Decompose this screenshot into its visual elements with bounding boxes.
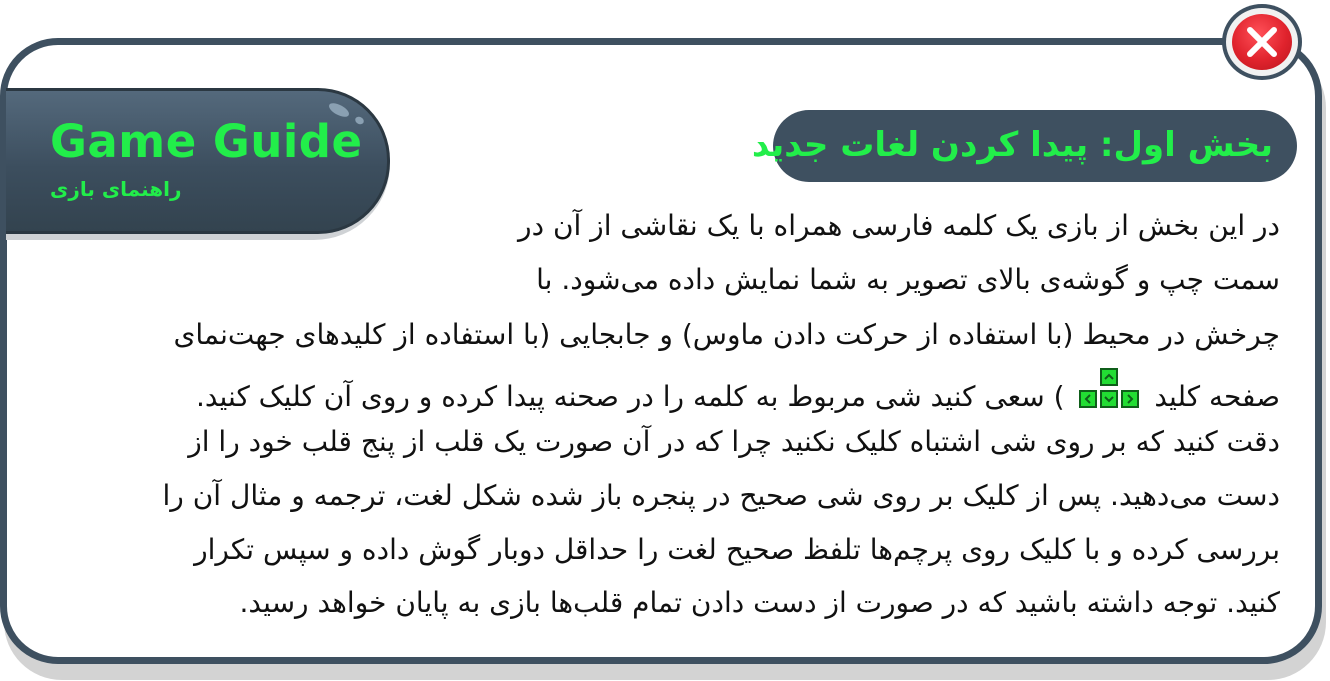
close-button-ring <box>1226 8 1298 76</box>
instruction-line-4-end: ) سعی کنید شی مربوط به کلمه را در صحنه پیدا کرده و روی آن کلیک کنید. <box>195 380 1065 413</box>
instruction-line-2: سمت چپ و گوشه‌ی بالای تصویر به شما نمایش داده می‌شود. با <box>536 263 1280 296</box>
instruction-line-4-start: صفحه کلید <box>1154 380 1280 413</box>
instruction-line-8: کنید. توجه داشته باشید که در صورت از دست دادن تمام قلب‌ها بازی به پایان خواهد رسید. <box>239 586 1280 619</box>
game-guide-subtitle: راهنمای بازی <box>50 177 182 201</box>
arrow-up-key-icon <box>1100 368 1118 386</box>
game-guide-title: Game Guide <box>50 115 363 168</box>
section-title: بخش اول: پیدا کردن لغات جدید <box>751 125 1273 165</box>
instruction-line-6: دست می‌دهید. پس از کلیک بر روی شی صحیح در پنجره باز شده شکل لغت، ترجمه و مثال آن را <box>162 479 1280 512</box>
arrow-right-key-icon <box>1121 390 1139 408</box>
instruction-line-5: دقت کنید که بر روی شی اشتباه کلیک نکنید چرا که در آن صورت یک قلب از پنج قلب خود را از <box>188 425 1280 458</box>
arrow-keys-icon <box>1079 368 1139 416</box>
arrow-left-key-icon <box>1079 390 1097 408</box>
close-icon <box>1244 24 1280 60</box>
arrow-down-key-icon <box>1100 390 1118 408</box>
instruction-line-7: بررسی کرده و با کلیک روی پرچم‌ها تلفظ صحیح لغت را حداقل دوبار گوش داده و سپس تکرار <box>194 533 1280 566</box>
game-guide-badge <box>6 88 390 240</box>
close-button[interactable] <box>1222 4 1302 80</box>
instruction-line-4 <box>196 368 1280 417</box>
instruction-line-3: چرخش در محیط (با استفاده از حرکت دادن ماوس) و جابجایی (با استفاده از کلیدهای جهت‌نمای <box>173 318 1280 351</box>
close-button-core <box>1232 14 1292 70</box>
instruction-line-1: در این بخش از بازی یک کلمه فارسی همراه با یک نقاشی از آن در <box>518 209 1280 242</box>
game-guide-badge-body <box>6 88 390 234</box>
section-header <box>751 110 1297 182</box>
